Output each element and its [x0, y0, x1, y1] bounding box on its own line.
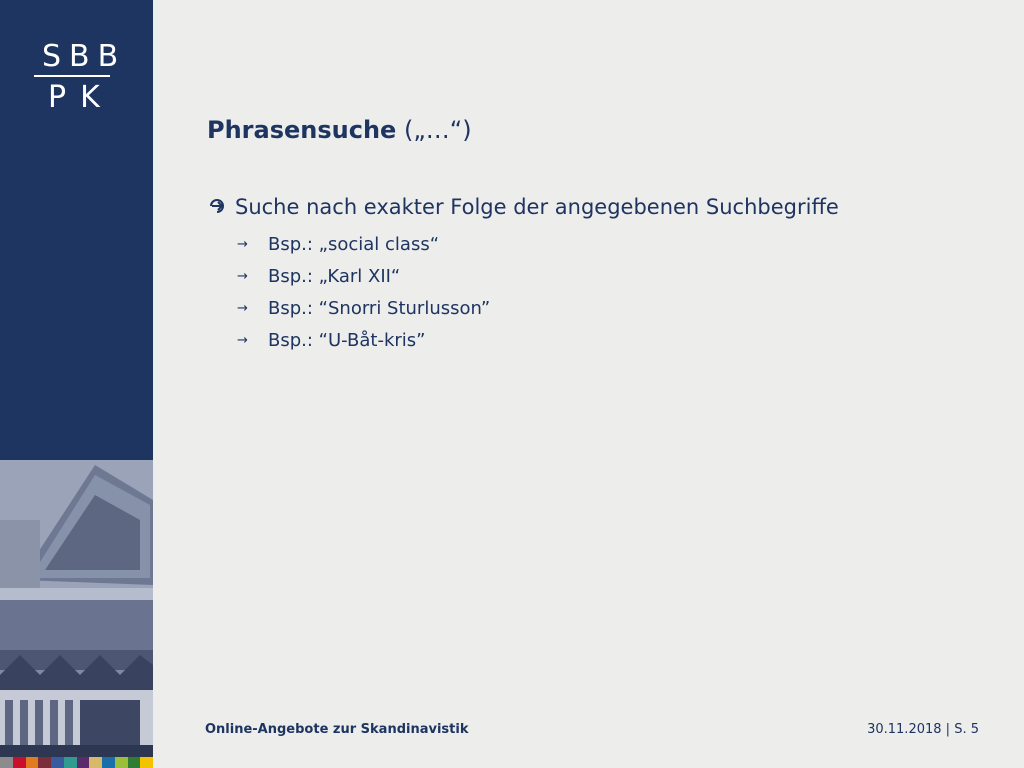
footer-page-info [867, 722, 979, 737]
arrow-right-icon: → [237, 269, 248, 284]
sbb-pk-logo [34, 39, 127, 115]
footer-page-number: S. 5 [954, 722, 979, 737]
slide-title-suffix: („…“) [396, 116, 472, 144]
color-strip-segment [26, 757, 39, 768]
example-text: Bsp.: “Snorri Sturlusson” [268, 298, 491, 319]
circle-arrow-icon [207, 195, 229, 219]
color-strip-segment [77, 757, 90, 768]
color-strip-segment [38, 757, 51, 768]
main-bullet [207, 195, 839, 219]
logo-top-text: SBB [42, 39, 127, 74]
color-strip-segment [115, 757, 128, 768]
main-bullet-text: Suche nach exakter Folge der angegebenen Suchbegriffe [235, 195, 839, 219]
list-item [237, 234, 490, 266]
logo-bottom-text: PK [48, 80, 114, 115]
list-item [237, 330, 490, 362]
color-strip-segment [128, 757, 141, 768]
color-strip-segment [102, 757, 115, 768]
color-strip-segment [64, 757, 77, 768]
footer-title: Online-Angebote zur Skandinavistik [205, 722, 469, 737]
sidebar [0, 0, 153, 768]
arrow-right-icon: → [237, 301, 248, 316]
footer-date: 30.11.2018 [867, 722, 942, 737]
color-strip-segment [140, 757, 153, 768]
example-text: Bsp.: “U-Båt-kris” [268, 330, 426, 351]
list-item [237, 266, 490, 298]
example-text: Bsp.: „social class“ [268, 234, 440, 255]
list-item [237, 298, 490, 330]
example-text: Bsp.: „Karl XII“ [268, 266, 401, 287]
arrow-right-icon: → [237, 333, 248, 348]
logo-divider [34, 75, 110, 77]
example-list [237, 234, 490, 362]
color-strip-segment [51, 757, 64, 768]
color-strip-segment [89, 757, 102, 768]
color-strip-segment [13, 757, 26, 768]
library-building-photo [0, 460, 153, 757]
arrow-right-icon: → [237, 237, 248, 252]
slide-title [207, 116, 472, 144]
slide-title-bold: Phrasensuche [207, 116, 397, 144]
footer-separator: | [945, 722, 951, 737]
color-strip-segment [0, 757, 13, 768]
color-strip [0, 757, 153, 768]
